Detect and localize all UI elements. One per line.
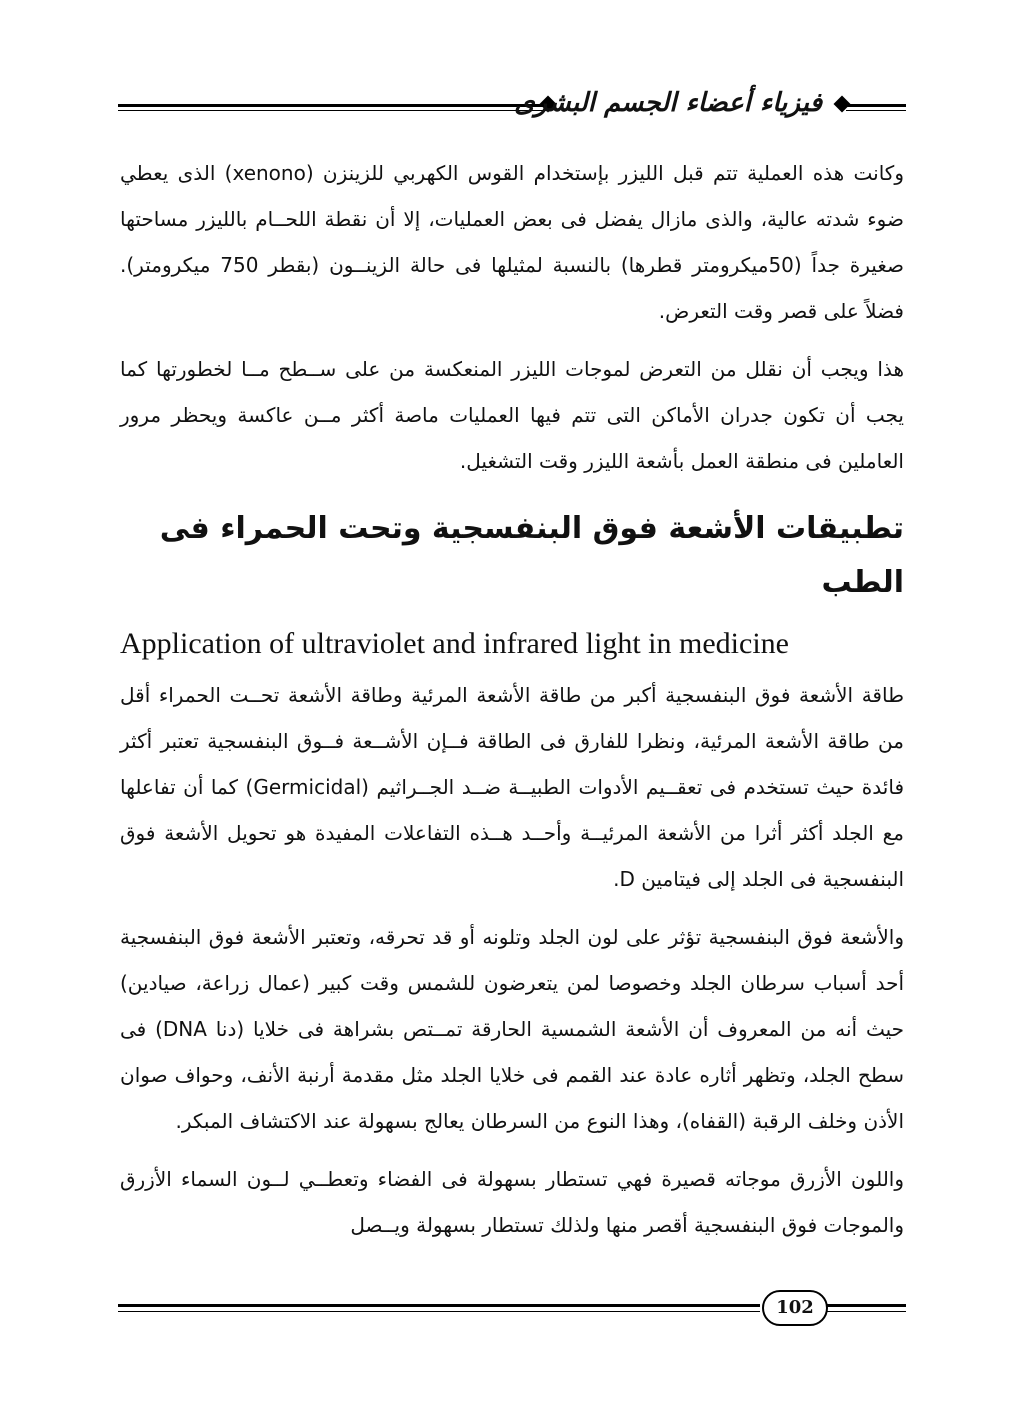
footer-rule-right	[826, 1304, 906, 1312]
section-heading-arabic: تطبيقات الأشعة فوق البنفسجية وتحت الحمراء فى الطب	[159, 511, 904, 600]
header-rule-left	[118, 104, 548, 111]
paragraph-uv-skin-part1: والأشعة فوق البنفسجية تؤثر على لون الجلد وتلونه أو قد تحرقه، وتعتبر الأشعة فوق البنفسجية أحد أسباب سرطان الجلد وخصوصا لمن يتعرضون للشمس وقت كبير (عمال زراعة، صيادين) حيث أنه من المعروف أن الأشعة الشمسية الحارقة تمــتص بشراهة فى خلايا (دنا	[120, 925, 904, 1041]
term-xenono: xenono	[232, 161, 306, 185]
paragraph-uv-skin-part2: ) فى سطح الجلد، وتظهر أثاره عادة عند القمم فى خلايا الجلد مثل مقدمة أرنبة الأنف، وحواف صوان الأذن وخلف الرقبة (القفاه)، وهذا النوع من السرطان يعالج بسهولة عند الاكتشاف المبكر.	[120, 1017, 904, 1133]
paragraph-uv-energy	[120, 672, 904, 902]
paragraph-blue-light: واللون الأزرق موجاته قصيرة فهي تستطار بسهولة فى الفضاء وتعطــي لــون السماء الأزرق والموجات فوق البنفسجية أقصر منها ولذلك تستطار بسهولة ويــصل	[120, 1167, 904, 1237]
page-header	[118, 86, 906, 126]
paragraph-xenon-part2: ) الذى يعطي ضوء شدته عالية، والذى مازال يفضل فى بعض العمليات، إلا أن نقطة اللحــام بالليزر مساحتها صغيرة جداً (50ميكرومتر قطرها) بالنسبة لمثيلها فى حالة الزينــون (بقطر 750 ميكرومتر). فضلاً على قصر وقت التعرض.	[120, 161, 904, 323]
section-heading-english: Application of ultraviolet and infrared light in medicine	[120, 627, 789, 660]
paragraph-uv-energy-part2: ) كما أن تفاعلها مع الجلد أكثر أثرا من الأشعة المرئيــة وأحــد هــذه التفاعلات المفيدة هو تحويل الأشعة فوق البنفسجية فى الجلد إلى فيتامين D.	[120, 775, 904, 891]
paragraph-laser-safety: هذا ويجب أن نقلل من التعرض لموجات الليزر المنعكسة من على ســطح مــا لخطورتها كما يجب أن تكون جدران الأماكن التى تتم فيها العمليات ماصة أكثر مــن عاكسة ويحظر مرور العاملين فى منطقة العمل بأشعة الليزر وقت التشغيل.	[120, 357, 904, 473]
paragraph-uv-skin	[120, 914, 904, 1144]
page-body	[120, 150, 904, 1260]
footer-rule-left	[118, 1304, 760, 1312]
term-dna: DNA	[162, 1017, 207, 1041]
page-footer	[118, 1286, 906, 1326]
paragraph-xenon	[120, 150, 904, 334]
page-number: 102	[762, 1290, 828, 1326]
paragraph-xenon-part1: وكانت هذه العملية تتم قبل الليزر بإستخدام القوس الكهربي للزينزن (	[305, 161, 904, 185]
running-title: فيزياء أعضاء الجسم البشرى	[514, 88, 822, 118]
paragraph-uv-energy-part1: طاقة الأشعة فوق البنفسجية أكبر من طاقة الأشعة المرئية وطاقة الأشعة تحــت الحمراء أقل من طاقة الأشعة المرئية، ونظرا للفارق فى الطاقة فــإن الأشــعة فــوق البنفسجية تعتبر أكثر فائدة حيث تستخدم فى تعقــيم الأدوات الطبيــة ضــد الجــراثيم (	[120, 683, 904, 799]
term-germicidal: Germicidal	[253, 775, 362, 799]
header-rule-right	[846, 104, 906, 111]
